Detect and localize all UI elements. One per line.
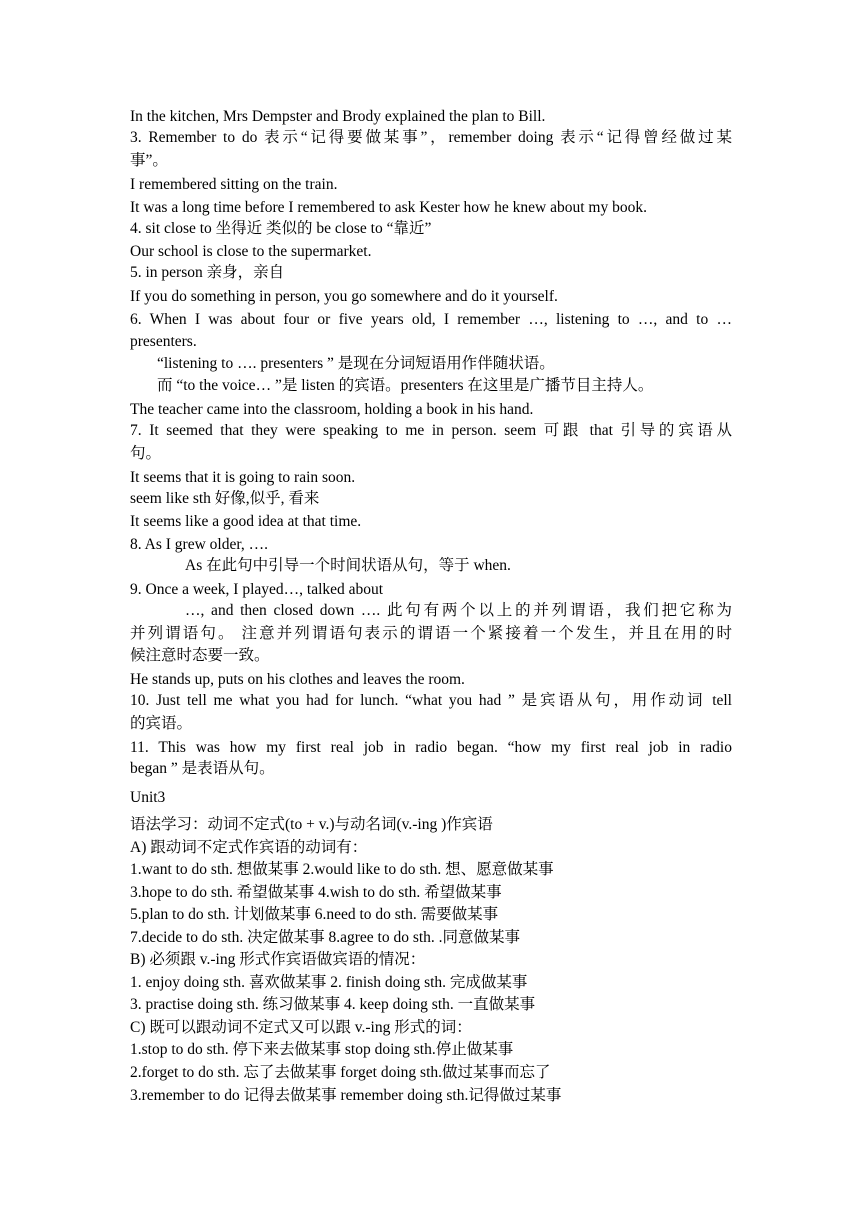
text-line: 9. Once a week, I played…, talked about [130,581,384,598]
text-line: 4. sit close to 坐得近 类似的 be close to “靠近” [130,220,432,237]
text-line: 8. As I grew older, …. [130,536,268,553]
text-line: 11. This was how my first real job in radio began. “how my first real job in radio [130,739,732,756]
text-line: 1.want to do sth. 想做某事 2.would like to do sth. 想、愿意做某事 [130,861,554,878]
text-line: Our school is close to the supermarket. [130,243,372,260]
text-line: 的宾语。 [130,715,193,732]
text-line: As 在此句中引导一个时间状语从句，等于 when. [185,557,511,574]
text-line: 5.plan to do sth. 计划做某事 6.need to do sth. 需要做某事 [130,906,499,923]
text-line: 1. enjoy doing sth. 喜欢做某事 2. finish doing sth. 完成做某事 [130,974,528,991]
text-line: 句。 [130,445,162,462]
text-line: 3. practise doing sth. 练习做某事 4. keep doing sth. 一直做某事 [130,996,536,1013]
text-line: seem like sth 好像,似乎, 看来 [130,490,320,507]
text-line: 3. Remember to do 表示“记得要做某事”，remember doing 表示“记得曾经做过某 [130,129,732,146]
text-line: It was a long time before I remembered to ask Kester how he knew about my book. [130,199,647,216]
text-line: presenters. [130,333,197,350]
text-line: 3.remember to do 记得去做某事 remember doing sth.记得做过某事 [130,1087,562,1104]
text-line: If you do something in person, you go somewhere and do it yourself. [130,288,558,305]
text-line: In the kitchen, Mrs Dempster and Brody explained the plan to Bill. [130,108,546,125]
text-line: began ” 是表语从句。 [130,760,275,777]
text-line: C) 既可以跟动词不定式又可以跟 v.-ing 形式的词： [130,1019,472,1036]
text-line: 5. in person 亲身，亲自 [130,264,285,281]
text-line: The teacher came into the classroom, holding a book in his hand. [130,401,534,418]
text-line: “listening to …. presenters ” 是现在分词短语用作伴随状语。 [157,355,555,372]
text-line: 1.stop to do sth. 停下来去做某事 stop doing sth.停止做某事 [130,1041,514,1058]
text-line: 候注意时态要一致。 [130,647,270,664]
text-line: B) 必须跟 v.-ing 形式作宾语做宾语的情况： [130,951,426,968]
text-line: 7.decide to do sth. 决定做某事 8.agree to do sth. .同意做某事 [130,929,521,946]
text-line: …, and then closed down …. 此句有两个以上的并列谓语，我们把它称为 [185,602,732,619]
text-line: It seems like a good idea at that time. [130,513,362,530]
text-line: A) 跟动词不定式作宾语的动词有： [130,839,368,856]
text-line: It seems that it is going to rain soon. [130,469,356,486]
text-line: I remembered sitting on the train. [130,176,338,193]
text-line: 事”。 [130,152,168,169]
section-heading: Unit3 [130,789,166,806]
text-line: 而 “to the voice… ”是 listen 的宾语。presenters 在这里是广播节目主持人。 [157,377,654,394]
text-line: 2.forget to do sth. 忘了去做某事 forget doing sth.做过某事而忘了 [130,1064,551,1081]
text-line: 并列谓语句。 注意并列谓语句表示的谓语一个紧接着一个发生，并且在用的时 [130,625,732,642]
text-line: 10. Just tell me what you had for lunch. “what you had ” 是宾语从句，用作动词 tell [130,692,732,709]
text-line: 3.hope to do sth. 希望做某事 4.wish to do sth. 希望做某事 [130,884,502,901]
text-line: 语法学习：动词不定式(to + v.)与动名词(v.-ing )作宾语 [130,816,493,833]
text-line: 6. When I was about four or five years old, I remember …, listening to …, and to … [130,311,732,328]
text-line: 7. It seemed that they were speaking to me in person. seem 可跟 that 引导的宾语从 [130,422,732,439]
text-line: He stands up, puts on his clothes and leaves the room. [130,671,465,688]
